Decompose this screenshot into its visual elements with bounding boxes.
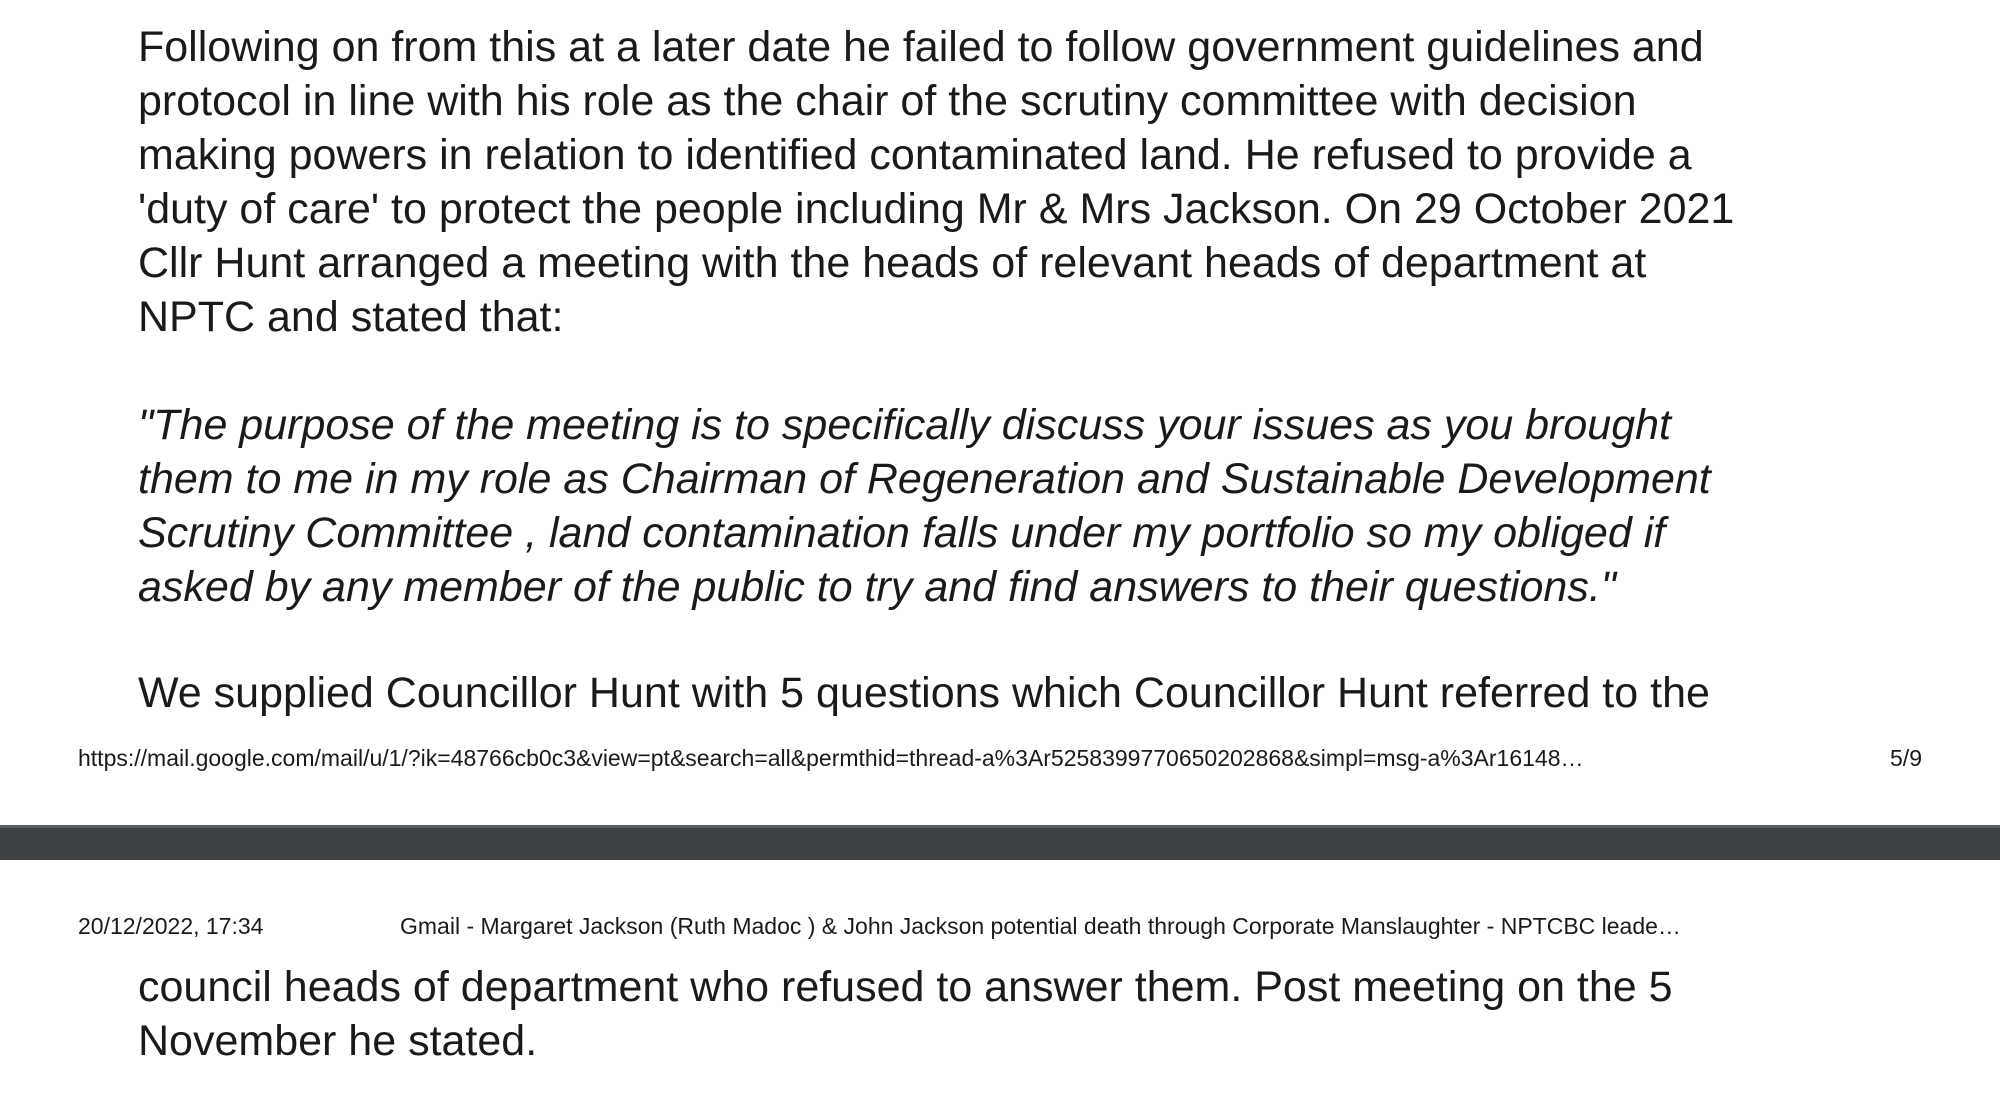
page-separator	[0, 825, 2000, 860]
page-footer-url: https://mail.google.com/mail/u/1/?ik=48766cb0c3&view=pt&search=all&permthid=thread-a%3Ar5258399770650202868&simpl=msg-a%3Ar16148…	[78, 745, 1584, 771]
page-number: 5/9	[1890, 745, 1922, 771]
body-paragraph: council heads of department who refused to answer them. Post meeting on the 5 November he stated.	[138, 963, 1673, 1065]
page-header-date: 20/12/2022, 17:34	[78, 913, 264, 939]
body-paragraph: We supplied Councillor Hunt with 5 questions which Councillor Hunt referred to the	[138, 669, 1710, 717]
quoted-statement: "The purpose of the meeting is to specifically discuss your issues as you brought them to me in my role as Chairman of Regeneration and Sustainable Development Scrutiny Committee , land contamination falls under my portfolio so my obliged if asked by any member of the public to try and find answers to their questions."	[138, 401, 1711, 611]
body-paragraph: Following on from this at a later date he failed to follow government guidelines and protocol in line with his role as the chair of the scrutiny committee with decision making powers in relation to identified contaminated land. He refused to provide a 'duty of care' to protect the people including Mr & Mrs Jackson. On 29 October 2021 Cllr Hunt arranged a meeting with the heads of relevant heads of department at NPTC and stated that:	[138, 23, 1735, 341]
page-header-title: Gmail - Margaret Jackson (Ruth Madoc ) & John Jackson potential death through Corporate Manslaughter - NPTCBC leade…	[400, 913, 1681, 939]
